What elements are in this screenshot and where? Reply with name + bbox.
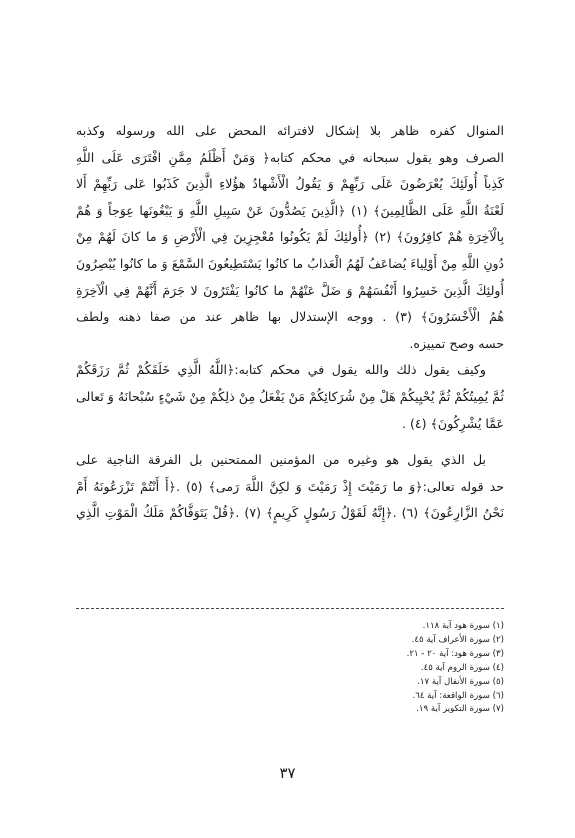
paragraph-1 <box>76 118 504 357</box>
text-line: حد قوله تعالى:﴿وَ ما رَمَيْتَ إِذْ رَمَيْتَ وَ لكِنَّ اللَّهَ رَمى﴾ (٥) .﴿أَ أَنْتُمْ تَزْرَعُونَهُ أَمْ <box>76 478 504 494</box>
paragraph-2 <box>76 357 504 437</box>
footnote-1: (١) سورة هود آية ١١٨. <box>422 621 504 631</box>
footnote-7: (٧) سورة التكوير آية ١٩. <box>416 704 504 715</box>
text-line: بِالْآخِرَةِ هُمْ كافِرُونَ﴾ (٢) ﴿أُولئِكَ لَمْ يَكُونُوا مُعْجِزِينَ فِي الْأَرْضِ وَ ما كانَ لَهُمْ مِنْ <box>76 229 504 245</box>
footnote-3: (٣) سورة هود: آية ٢٠ - ٢١. <box>406 648 504 659</box>
footnote-divider <box>76 608 504 609</box>
main-text <box>76 118 504 527</box>
text-line: ثُمَّ يُمِيتُكُمْ ثُمَّ يُحْيِيكُمْ هَلْ مِنْ شُرَكائِكُمْ مَنْ يَفْعَلُ مِنْ ذلِكُمْ مِنْ شَيْءٍ سُبْحانَهُ وَ تَعالى <box>76 388 504 404</box>
text-line: الصرف وهو يقول سبحانه في محكم كتابه﴿ وَمَنْ أَظْلَمُ مِمَّنِ افْتَرَى عَلَى اللَّهِ <box>76 149 504 165</box>
text-line: كَذِباً أُولَئِكَ يُعْرَضُونَ عَلَى رَبِّهِمْ وَ يَقُولُ الْأَشْهادُ هؤُلاءِ الَّذِينَ كَذَبُوا عَلى رَبِّهِمْ أَلا <box>76 176 504 192</box>
footnote-4: (٤) سورة الروم آية ٤٥. <box>420 662 504 673</box>
paragraph-3 <box>76 447 504 527</box>
text-line: وكيف يقول ذلك والله يقول في محكم كتابه:﴿اللَّهُ الَّذِي خَلَقَكُمْ ثُمَّ رَزَقَكُمْ <box>76 362 486 378</box>
page-number: ٣٧ <box>279 764 296 782</box>
footnote-5: (٥) سورة الأنفال آية ١٧. <box>417 676 504 687</box>
text-line: نَحْنُ الزَّارِعُونَ﴾ (٦) .﴿إِنَّهُ لَقَوْلُ رَسُولٍ كَرِيمٍ﴾ (٧) .﴿قُلْ يَتَوَفَّاكُمْ مَلَكُ الْمَوْتِ الَّذِي <box>76 505 504 521</box>
footnote-2: (٢) سورة الأعراف آية ٤٥. <box>411 634 504 645</box>
text-line: دُونِ اللَّهِ مِنْ أَوْلِياءَ يُضاعَفُ لَهُمُ الْعَذابُ ما كانُوا يَسْتَطِيعُونَ السَّمْعَ وَ ما كانُوا يُبْصِرُونَ <box>76 256 504 271</box>
footnote-6: (٦) سورة الواقعة: آية ٦٤. <box>412 690 504 701</box>
footnotes <box>76 620 504 717</box>
text-line: بل الذي يقول هو وغيره من المؤمنين الممتحنين بل الفرقة الناجية على <box>76 452 486 468</box>
text-line: حسه وصح تمييزه. <box>409 335 504 351</box>
text-line: لَعْنَةُ اللَّهِ عَلَى الظَّالِمِينَ﴾ (١) ﴿الَّذِينَ يَصُدُّونَ عَنْ سَبِيلِ اللَّهِ وَ يَبْغُونَها عِوَجاً وَ هُمْ <box>76 202 504 218</box>
text-line: المنوال كفره ظاهر بلا إشكال لافترائه المحض على الله ورسوله وكذبه <box>76 123 504 138</box>
text-line: أُولئِكَ الَّذِينَ خَسِرُوا أَنْفُسَهُمْ وَ ضَلَّ عَنْهُمْ ما كانُوا يَفْتَرُونَ لا جَرَمَ أَنَّهُمْ فِي الْآخِرَةِ <box>76 282 504 298</box>
text-line: عَمَّا يُشْرِكُونَ﴾ (٤) . <box>401 415 504 431</box>
text-line: هُمُ الْأَخْسَرُونَ﴾ (٣) . ووجه الإستدلال بها ظاهر عند من صفا ذهنه ولطف <box>76 309 504 325</box>
